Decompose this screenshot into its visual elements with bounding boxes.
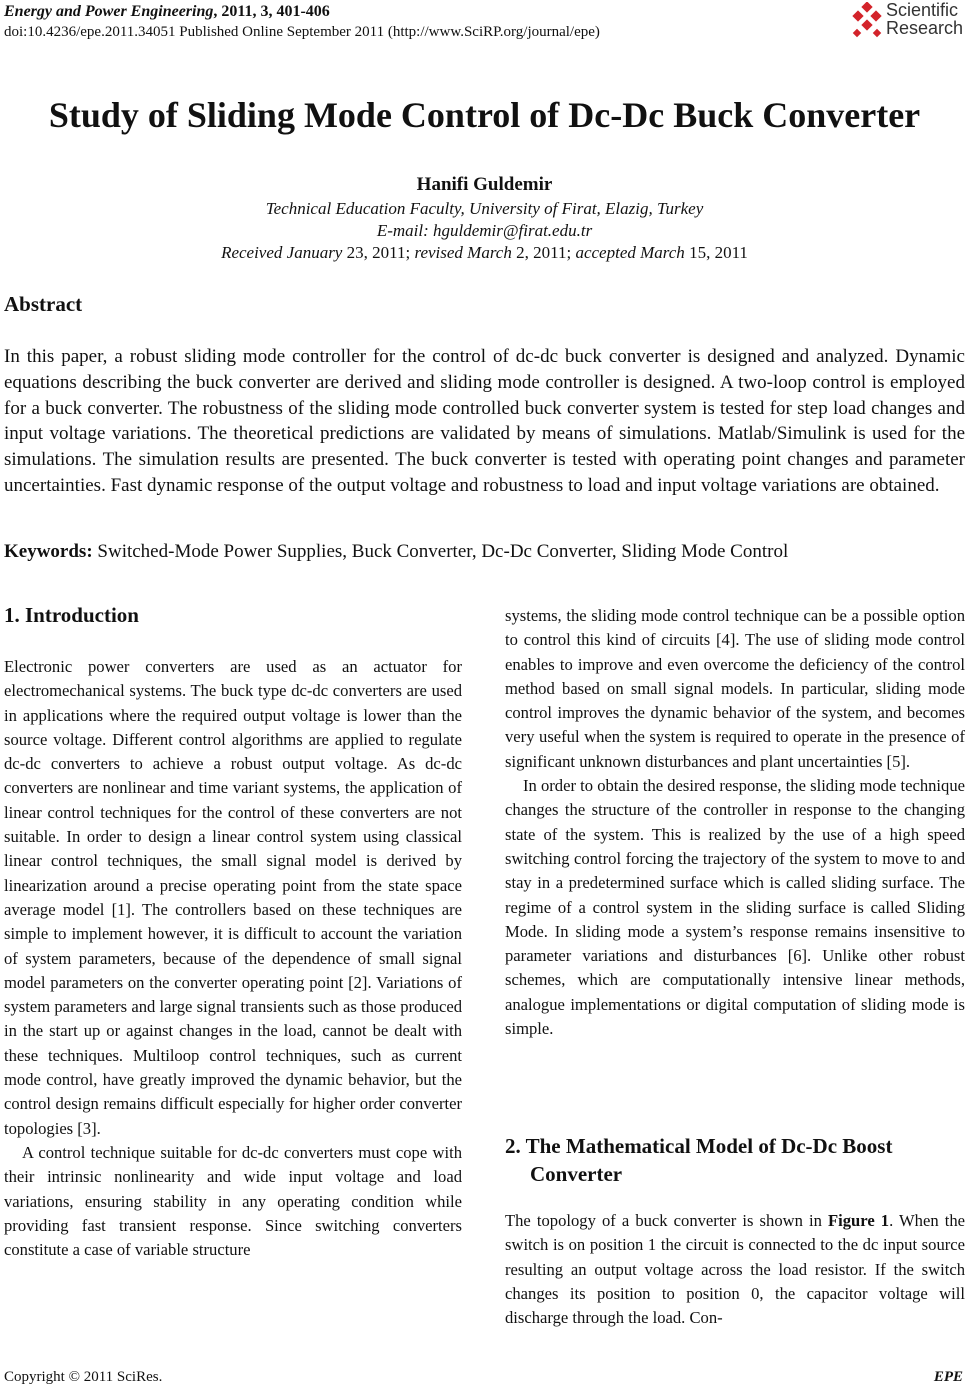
affiliation: Technical Education Faculty, University of Firat, Elazig, Turkey: [265, 199, 704, 218]
abstract-heading: Abstract: [4, 292, 83, 316]
figure-reference[interactable]: Figure 1: [827, 1211, 890, 1230]
keywords-label: Keywords:: [4, 541, 93, 562]
journal-name: Energy and Power Engineering: [4, 3, 214, 20]
intro-paragraph-2: A control technique suitable for dc-dc converters must cope with their intrinsic nonlinearity and wide input voltage and load variations, ensuring stability in any operating condition while providing fast transient response. Since switching converters constitute a case of variable structure: [4, 1142, 462, 1260]
keywords: [4, 541, 965, 563]
intro-paragraph-2-continued: systems, the sliding mode control technique can be a possible option to control this kind of circuits [4]. The use of sliding mode control enables to improve and even overcome the deficiency of the control method based on small signal models. In particular, sliding mode control improves the dynamic behavior of the system, and becomes very useful when the system is required to operate in the presence of significant unknown disturbances and plant uncertainties [5].: [505, 606, 965, 771]
intro-paragraph-1: Electronic power converters are used as an actuator for electromechanical systems. The buck type dc-dc converters are used in applications where the required output voltage is lower than the source voltage. Different control algorithms are applied to regulate dc-dc converters to achieve a robust output voltage. As dc-dc converters are nonlinear and time variant systems, the application of linear control techniques for the control of these converters are not suitable. In order to design a linear control system using classical linear control techniques, the small signal model is derived by linearization around a precise operating point from the state space average model [1]. The controllers based on these techniques are simple to implement however, it is difficult to account the variation of system parameters, because of the dependence of small signal model parameters on the converter operating point [2]. Variations of system parameters and large signal transients such as those produced in the start up or against changes in the load, cannot be dealt with these techniques. Multiloop control techniques, such as current mode control, have greatly improved the dynamic behavior, but the control design remains difficult especially for higher order converter topologies [3].: [4, 657, 462, 1138]
intro-paragraph-3: In order to obtain the desired response, the sliding mode technique changes the structure of the controller in response to the changing state of the system. This is realized by the use of a high speed switching control forcing the trajectory of the system to move to and stay in a predetermined surface which is called sliding surface. The regime of a control system in the sliding surface is called Sliding Mode. In sliding mode a system’s response remains insensitive to parameter variations and disturbances [6]. Unlike other robust schemes, which are computationally intensive linear methods, analogue implementations or digital computation of sliding mode is simple.: [505, 776, 965, 1039]
keywords-list: Switched-Mode Power Supplies, Buck Converter, Dc-Dc Converter, Sliding Mode Control: [92, 541, 789, 562]
section-1-heading: 1. Introduction: [4, 603, 139, 627]
section-2-heading: 2. The Mathematical Model of Dc-Dc Boost Converter: [505, 1134, 893, 1186]
abstract-text: In this paper, a robust sliding mode controller for the control of dc-dc buck converter is designed and analyzed. Dynamic equations describing the buck converter are derived and sliding mode controller is designed. A two-loop control is employed for a buck converter. The robustness of the sliding mode controlled buck converter system is tested for step load changes and input voltage variations. The theoretical predictions are validated by means of simulations. Matlab/Simulink is used for the simulations. The simulation results are presented. The buck converter is tested with operating point changes and parameter uncertainties. Fast dynamic response of the output voltage and robustness to load and input voltage variations are obtained.: [4, 346, 965, 496]
author-email: E-mail: hguldemir@firat.edu.tr: [376, 221, 593, 240]
left-column: [4, 655, 462, 1262]
doi-line: doi:10.4236/epe.2011.34051 Published Online September 2011 (http://www.SciRP.org/journal/epe): [4, 24, 600, 40]
publisher-logo-text: Scientific Research: [886, 0, 964, 38]
section-2-paragraph: The topology of a buck converter is shown in Figure 1. When the switch is on position 1 the circuit is connected to the dc input source resulting an output voltage across the load resistor. If the switch changes its position to position 0, the capacitor voltage will discharge through the load. Con-: [505, 1211, 965, 1328]
footer-copyright: Copyright © 2011 SciRes.: [4, 1369, 163, 1385]
right-column: [505, 604, 965, 1041]
journal-volume: , 2011, 3, 401-406: [213, 3, 330, 20]
author-name: Hanifi Guldemir: [416, 174, 553, 195]
publisher-logo-icon: [848, 2, 886, 40]
submission-dates: Received January 23, 2011; revised March 2, 2011; accepted March 15, 2011: [221, 243, 748, 262]
journal-header: [4, 2, 600, 42]
footer-journal-abbrev: EPE: [933, 1369, 963, 1385]
paper-title: Study of Sliding Mode Control of Dc-Dc Buck Converter: [48, 95, 921, 135]
publisher-logo: [848, 0, 968, 44]
